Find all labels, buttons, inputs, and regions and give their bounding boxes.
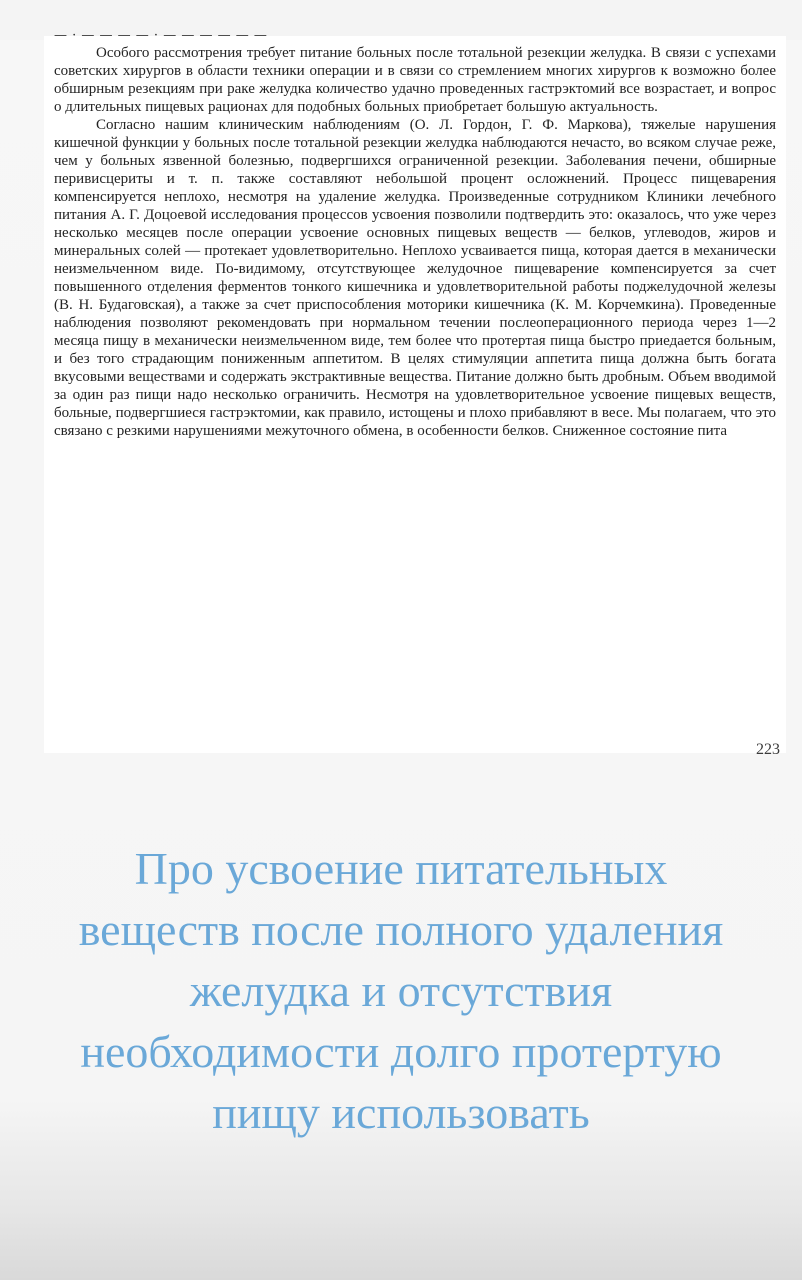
page-number: 223 [756, 741, 780, 758]
story-caption: Про усвоение питательных веществ после полного удаления желудка и отсутствия необходимости долго протертую пищу использовать [78, 843, 724, 1138]
scanned-page [44, 28, 786, 758]
cut-off-line: — · — — — — · — — — — — — [54, 28, 268, 43]
paragraph-1: Особого рассмотрения требует питание больных после тотальной резекции желудка. В связи с успехами советских хирургов в области техники операции и в связи со стремлением многих хирургов к возможно более обширным резекциям при раке желудка количество удачно проведенных гастрэктомий все возрастает, и вопрос о длительных пищевых рационах для подобных больных приобретает большую актуальность. [54, 45, 776, 115]
paragraph-2: Согласно нашим клиническим наблюдениям (О. Л. Гордон, Г. Ф. Маркова), тяжелые нарушения кишечной функции у больных после тотальной резекции желудка наблюдаются нечасто, во всяком случае реже, чем у больных язвенной болезнью, подвергшихся ограниченной резекции. Заболевания печени, обширные перивисцериты и т. п. также составляют небольшой процент осложнений. Процесс пищеварения компенсируется неплохо, несмотря на удаление желудка. Произведенные сотрудником Клиники лечебного питания А. Г. Доцоевой исследования процессов усвоения позволили подтвердить это: оказалось, что уже через несколько месяцев после операции усвоение основных пищевых веществ — белков, углеводов, жиров и минеральных солей — протекает удовлетворительно. Неплохо усваивается пища, которая дается в механически неизмельченном виде. По-видимому, отсутствующее желудочное пищеварение компенсируется за счет повышенного отделения ферментов тонкого кишечника и удовлетворительной работы поджелудочной железы (В. Н. Будаговская), а также за счет приспособления моторики кишечника (К. М. Корчемкина). Проведенные наблюдения позволяют рекомендовать при нормальном течении послеоперационного периода через 1—2 месяца пищу в механически неизмельченном виде, тем более что протертая пища быстро приедается больным, и без того страдающим пониженным аппетитом. В целях стимуляции аппетита пища должна быть богата вкусовыми веществами и содержать экстрактивные вещества. Питание должно быть дробным. Объем вводимой за один раз пищи надо несколько ограничить. Несмотря на удовлетворительное усвоение пищевых веществ, больные, подвергшиеся гастрэктомии, как правило, истощены и плохо прибавляют в весе. Мы полагаем, что это связано с резкими нарушениями межуточного обмена, в особенности белков. Сниженное состояние пита [54, 117, 776, 439]
page-body [54, 44, 776, 440]
